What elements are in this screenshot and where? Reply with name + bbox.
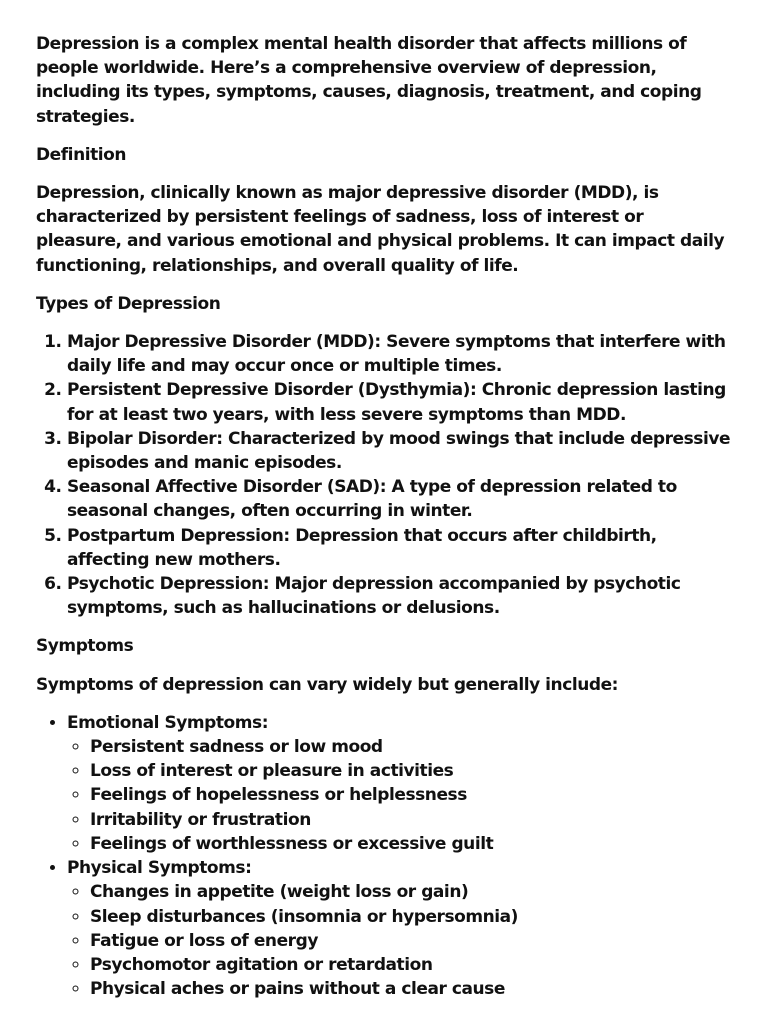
list-item: ◦ Sleep disturbances (insomnia or hypersomnia)	[90, 905, 734, 929]
list-item: ◦ Feelings of hopelessness or helplessness	[90, 783, 734, 807]
symptom-group-emotional	[67, 711, 734, 856]
list-item: 6. Psychotic Depression: Major depression accompanied by psychotic symptoms, such as hallucinations or delusions.	[67, 572, 734, 620]
symptom-sublist	[67, 880, 734, 1001]
list-item: 1. Major Depressive Disorder (MDD): Severe symptoms that interfere with daily life and may occur once or multiple times.	[67, 330, 734, 378]
list-item: ◦ Persistent sadness or low mood	[90, 735, 734, 759]
list-item: ◦ Changes in appetite (weight loss or gain)	[90, 880, 734, 904]
symptom-group-label: Emotional Symptoms:	[67, 712, 269, 733]
intro-paragraph: Depression is a complex mental health disorder that affects millions of people worldwide. Here’s a comprehensive overview of depression, including its types, symptoms, causes, diagnosis, treatment, and coping strategies.	[36, 34, 702, 127]
list-item: 4. Seasonal Affective Disorder (SAD): A type of depression related to seasonal changes, often occurring in winter.	[67, 475, 734, 523]
list-item: ◦ Irritability or frustration	[90, 808, 734, 832]
list-item: ◦ Fatigue or loss of energy	[90, 929, 734, 953]
types-heading: Types of Depression	[36, 293, 221, 314]
symptoms-intro: Symptoms of depression can vary widely but generally include:	[36, 674, 619, 695]
list-item: 5. Postpartum Depression: Depression that occurs after childbirth, affecting new mothers.	[67, 524, 734, 572]
list-item: 2. Persistent Depressive Disorder (Dysthymia): Chronic depression lasting for at least two years, with less severe symptoms than MDD.	[67, 378, 734, 426]
definition-paragraph: Depression, clinically known as major depressive disorder (MDD), is characterized by persistent feelings of sadness, loss of interest or pleasure, and various emotional and physical problems. It can impact daily functioning, relationships, and overall quality of life.	[36, 183, 725, 276]
list-item: ◦ Psychomotor agitation or retardation	[90, 953, 734, 977]
types-list	[36, 330, 734, 620]
list-item: ◦ Loss of interest or pleasure in activities	[90, 759, 734, 783]
list-item: 3. Bipolar Disorder: Characterized by mood swings that include depressive episodes and manic episodes.	[67, 427, 734, 475]
symptoms-heading: Symptoms	[36, 636, 134, 657]
symptom-sublist	[67, 735, 734, 856]
definition-heading: Definition	[36, 144, 127, 165]
symptom-group-label: Physical Symptoms:	[67, 858, 252, 879]
symptom-group-physical	[67, 856, 734, 1001]
list-item: ◦ Feelings of worthlessness or excessive guilt	[90, 832, 734, 856]
symptoms-list	[36, 711, 734, 1001]
list-item: ◦ Physical aches or pains without a clear cause	[90, 977, 734, 1001]
